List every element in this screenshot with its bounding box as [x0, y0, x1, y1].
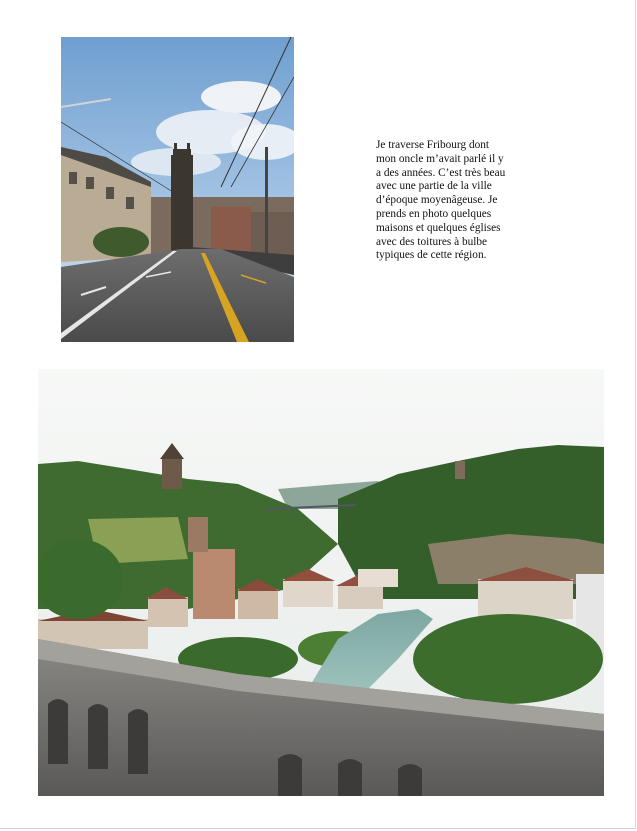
street-cathedral-image [61, 37, 294, 342]
fribourg-panorama-image [38, 369, 604, 796]
travel-caption: Je traverse Fribourg dont mon oncle m’avait parlé il y a des années. C’est très beau avec une partie de la ville d’époque moyenâgeuse. Je prends en photo quelques maisons et quelques églises avec des toitures à bulbe typiques de cette région. [376, 139, 506, 262]
fribourg-panorama-photo [38, 369, 604, 796]
street-cathedral-photo [61, 37, 294, 342]
